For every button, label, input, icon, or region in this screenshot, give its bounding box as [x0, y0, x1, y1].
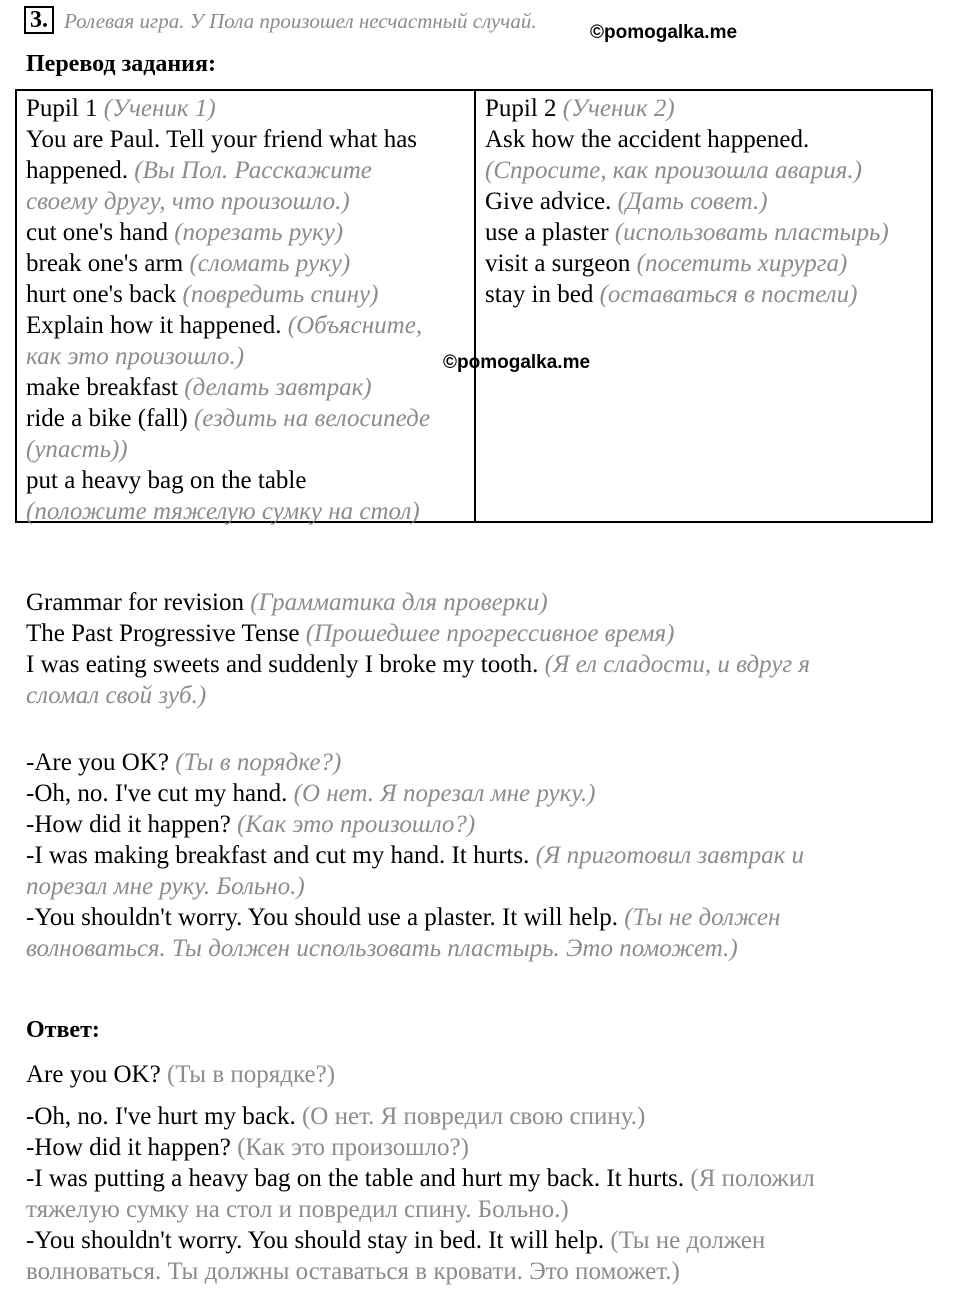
text-line — [26, 871, 804, 902]
russian-translation: (Спросите, как произошла авария.) — [485, 157, 862, 184]
english-text: You are Paul. Tell your friend what has — [26, 126, 418, 153]
english-text: Explain how it happened. — [26, 312, 288, 339]
task-title: Ролевая игра. У Пола произошел несчастный случай. — [64, 9, 537, 33]
english-text: cut one's hand — [26, 219, 175, 246]
text-line — [26, 403, 430, 434]
text-line — [26, 434, 430, 465]
dialog-example — [26, 747, 804, 964]
text-line — [26, 465, 430, 496]
text-line — [485, 124, 889, 155]
english-text: Pupil 2 — [485, 95, 563, 122]
russian-translation: тяжелую сумку на стол и повредил спину. Больно.) — [26, 1196, 569, 1223]
russian-translation: (Объясните, — [287, 312, 423, 339]
text-line — [26, 1132, 815, 1163]
pupil2-cell — [485, 93, 889, 310]
english-text: make breakfast — [26, 374, 185, 401]
russian-translation: (Дать совет.) — [617, 188, 768, 215]
russian-translation: (посетить хирурга) — [636, 250, 848, 277]
english-text: -Oh, no. I've hurt my back. — [26, 1103, 302, 1130]
russian-translation: (Прошедшее прогрессивное время) — [305, 620, 675, 647]
english-text: Are you OK? — [26, 1061, 167, 1088]
text-line — [26, 124, 430, 155]
english-text: -I was making breakfast and cut my hand. It hurts. — [26, 842, 536, 869]
text-line — [26, 587, 810, 618]
russian-translation: (О нет. Я порезал мне руку.) — [293, 780, 596, 807]
text-line — [485, 93, 889, 124]
watermark-middle: ©pomogalka.me — [443, 352, 591, 373]
english-text: -How did it happen? — [26, 811, 238, 838]
text-line — [26, 1225, 815, 1256]
text-line — [26, 496, 430, 527]
text-line — [26, 649, 810, 680]
text-line — [26, 1256, 815, 1287]
english-text: happened. — [26, 157, 135, 184]
english-text: -You shouldn't worry. You should stay in bed. It will help. — [26, 1227, 611, 1254]
russian-translation: (ездить на велосипеде — [193, 405, 431, 432]
text-line — [26, 778, 804, 809]
russian-translation: (Ты не должен — [610, 1227, 766, 1254]
text-line — [26, 840, 804, 871]
english-text: Grammar for revision — [26, 589, 251, 616]
text-line — [485, 279, 889, 310]
text-line — [26, 618, 810, 649]
task-number: 3. — [24, 6, 54, 34]
text-line — [26, 933, 804, 964]
russian-translation: (порезать руку) — [174, 219, 344, 246]
english-text: -I was putting a heavy bag on the table and hurt my back. It hurts. — [26, 1165, 691, 1192]
english-text: -Oh, no. I've cut my hand. — [26, 780, 294, 807]
russian-translation: порезал мне руку. Больно.) — [26, 873, 305, 900]
text-line — [26, 809, 804, 840]
text-line — [26, 341, 430, 372]
text-line — [26, 902, 804, 933]
text-line — [26, 186, 430, 217]
text-line — [26, 93, 430, 124]
russian-translation: (положите тяжелую сумку на стол) — [26, 498, 420, 525]
russian-translation: (оставаться в постели) — [599, 281, 858, 308]
role-table — [15, 89, 933, 523]
grammar-section — [26, 587, 810, 711]
english-text: I was eating sweets and suddenly I broke my tooth. — [26, 651, 545, 678]
english-text: -How did it happen? — [26, 1134, 238, 1161]
russian-translation: (использовать пластырь) — [614, 219, 889, 246]
text-line — [26, 747, 804, 778]
text-line — [26, 279, 430, 310]
answer-heading: Ответ: — [26, 1017, 100, 1043]
english-text: Pupil 1 — [26, 95, 104, 122]
text-line — [26, 155, 430, 186]
english-text: use a plaster — [485, 219, 615, 246]
russian-translation: (делать завтрак) — [184, 374, 372, 401]
russian-translation: (Ты в порядке?) — [175, 749, 342, 776]
russian-translation: (Я приготовил завтрак и — [535, 842, 805, 869]
russian-translation: волноваться. Ты должен использовать пластырь. Это поможет.) — [26, 935, 738, 962]
english-text: Ask how the accident happened. — [485, 126, 810, 153]
russian-translation: сломал свой зуб.) — [26, 682, 207, 709]
english-text: -You shouldn't worry. You should use a plaster. It will help. — [26, 904, 625, 931]
text-line — [26, 310, 430, 341]
english-text: hurt one's back — [26, 281, 183, 308]
english-text: put a heavy bag on the table — [26, 467, 307, 494]
text-line — [485, 155, 889, 186]
russian-translation: как это произошло.) — [26, 343, 245, 370]
english-text: stay in bed — [485, 281, 600, 308]
russian-translation: волноваться. Ты должны оставаться в кровати. Это поможет.) — [26, 1258, 680, 1285]
russian-translation: (Ученик 1) — [103, 95, 216, 122]
russian-translation: (Я положил — [690, 1165, 815, 1192]
text-line — [26, 248, 430, 279]
russian-translation: (Ты не должен — [624, 904, 781, 931]
russian-translation: (упасть)) — [26, 436, 128, 463]
english-text: -Are you OK? — [26, 749, 176, 776]
russian-translation: (Как это произошло?) — [237, 1134, 469, 1161]
column-divider — [474, 91, 476, 521]
text-line — [26, 1194, 815, 1225]
russian-translation: своему другу, что произошло.) — [26, 188, 350, 215]
text-line — [26, 372, 430, 403]
text-line — [26, 680, 810, 711]
english-text: visit a surgeon — [485, 250, 637, 277]
text-line — [26, 1163, 815, 1194]
russian-translation: (Ты в порядке?) — [166, 1061, 336, 1088]
russian-translation: (О нет. Я повредил свою спину.) — [301, 1103, 646, 1130]
text-line — [485, 217, 889, 248]
russian-translation: (Вы Пол. Расскажите — [134, 157, 372, 184]
translation-heading: Перевод задания: — [26, 51, 216, 77]
text-line — [485, 248, 889, 279]
pupil1-cell — [26, 93, 430, 527]
watermark-top: ©pomogalka.me — [590, 22, 738, 43]
russian-translation: (повредить спину) — [182, 281, 379, 308]
english-text: Give advice. — [485, 188, 618, 215]
text-line — [26, 217, 430, 248]
russian-translation: (Я ел сладости, и вдруг я — [544, 651, 811, 678]
english-text: The Past Progressive Tense — [26, 620, 306, 647]
text-line — [485, 186, 889, 217]
answer-line — [26, 1059, 335, 1090]
russian-translation: (Как это произошло?) — [237, 811, 476, 838]
answer-dialog — [26, 1101, 815, 1287]
russian-translation: (Грамматика для проверки) — [250, 589, 548, 616]
english-text: ride a bike (fall) — [26, 405, 194, 432]
russian-translation: (сломать руку) — [189, 250, 351, 277]
russian-translation: (Ученик 2) — [562, 95, 675, 122]
english-text: break one's arm — [26, 250, 190, 277]
text-line — [26, 1101, 815, 1132]
